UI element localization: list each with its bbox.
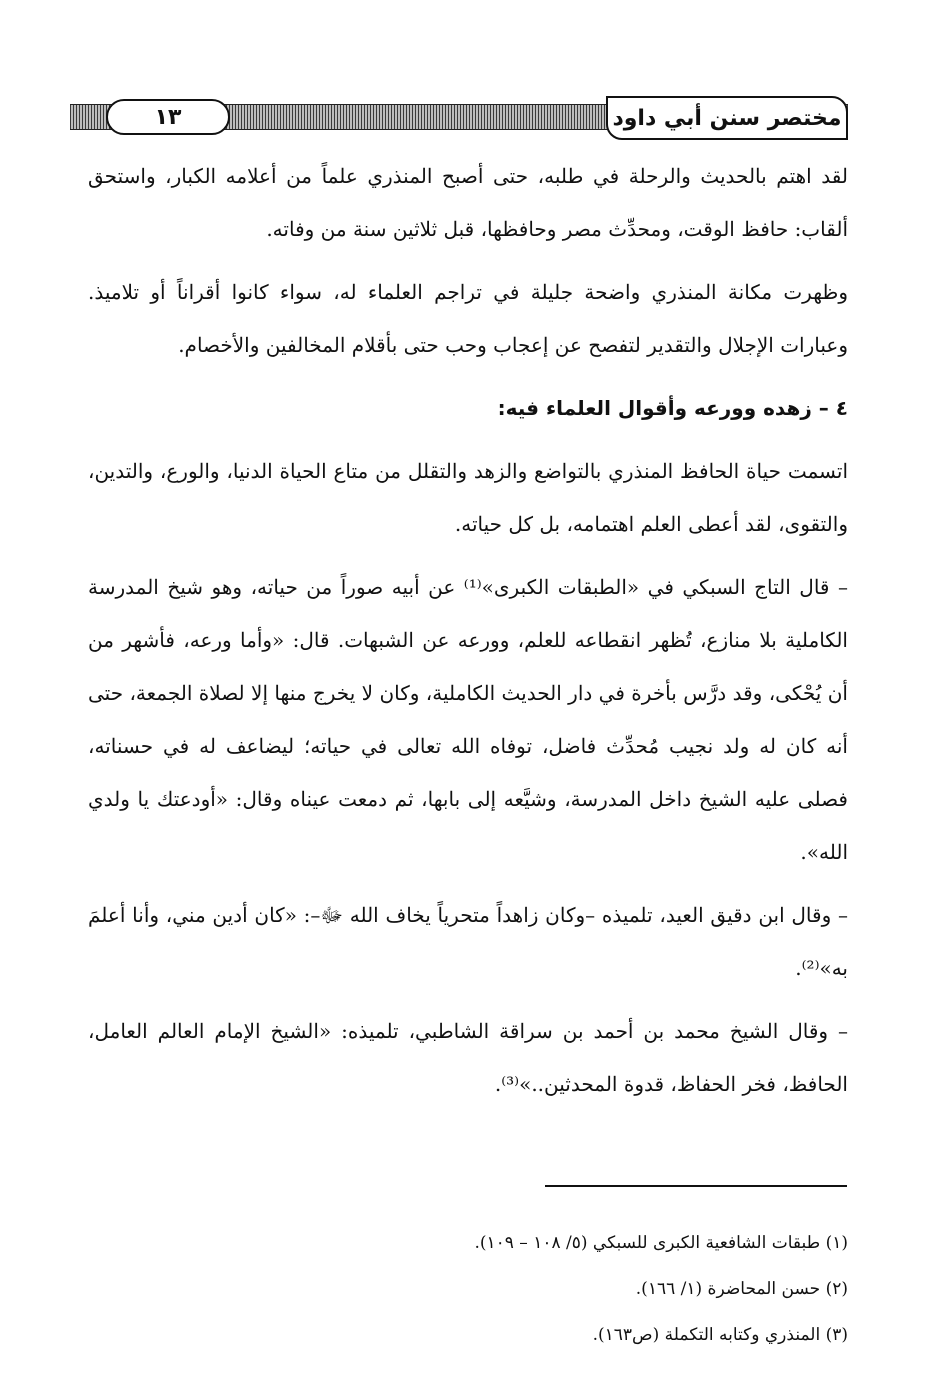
main-text bbox=[88, 150, 848, 1121]
paragraph: – وقال ابن دقيق العيد، تلميذه –وكان زاهداً متحرياً يخاف الله ﷻ–: «كان أدين مني، وأنا أعلمَ به»⁽²⁾. bbox=[88, 903, 848, 980]
section-heading: ٤ – زهده وورعه وأقوال العلماء فيه: bbox=[497, 396, 848, 420]
footnote: (٢) حسن المحاضرة (١/ ١٦٦). bbox=[635, 1279, 848, 1299]
footnote: (٣) المنذري وكتابه التكملة (ص١٦٣). bbox=[592, 1325, 848, 1345]
footnote: (١) طبقات الشافعية الكبرى للسبكي (٥/ ١٠٨ – ١٠٩). bbox=[474, 1233, 848, 1253]
paragraph: وظهرت مكانة المنذري واضحة جليلة في تراجم العلماء له، سواء كانوا أقراناً أو تلاميذ. وعبارات الإجلال والتقدير لتفصح عن إعجاب وحب حتى بأقلام المخالفين والأخصام. bbox=[88, 280, 848, 357]
book-title: مختصر سنن أبي داود bbox=[606, 96, 848, 140]
page-number: ١٣ bbox=[106, 99, 230, 135]
footnote-separator bbox=[545, 1185, 847, 1187]
paragraph: اتسمت حياة الحافظ المنذري بالتواضع والزهد والتقلل من متاع الحياة الدنيا، والورع، والتدين، والتقوى، لقد أعطى العلم اهتمامه، بل كل حياته. bbox=[88, 459, 848, 536]
footnotes bbox=[88, 1220, 848, 1358]
paragraph: – وقال الشيخ محمد بن أحمد بن سراقة الشاطبي، تلميذه: «الشيخ الإمام العالم العامل، الحافظ، فخر الحفاظ، قدوة المحدثين..»⁽³⁾. bbox=[88, 1019, 848, 1096]
running-header bbox=[70, 96, 848, 148]
paragraph: – قال التاج السبكي في «الطبقات الكبرى»⁽¹⁾ عن أبيه صوراً من حياته، وهو شيخ المدرسة الكاملية بلا منازع، تُظهر انقطاعه للعلم، وورعه عن الشبهات. قال: «وأما ورعه، فأشهر من أن يُحْكى، وقد درَّس بأخرة في دار الحديث الكاملية، وكان لا يخرج منها إلا لصلاة الجمعة، حتى أنه كان له ولد نجيب مُحدِّث فاضل، توفاه الله تعالى في حياته؛ ليضاعف له في حسناته، فصلى عليه الشيخ داخل المدرسة، وشيَّعه إلى بابها، ثم دمعت عيناه وقال: «أودعتك يا ولدي الله». bbox=[88, 575, 848, 864]
paragraph: لقد اهتم بالحديث والرحلة في طلبه، حتى أصبح المنذري علماً من أعلامه الكبار، واستحق ألقاب: حافظ الوقت، ومحدِّث مصر وحافظها، قبل ثلاثين سنة من وفاته. bbox=[88, 164, 848, 241]
